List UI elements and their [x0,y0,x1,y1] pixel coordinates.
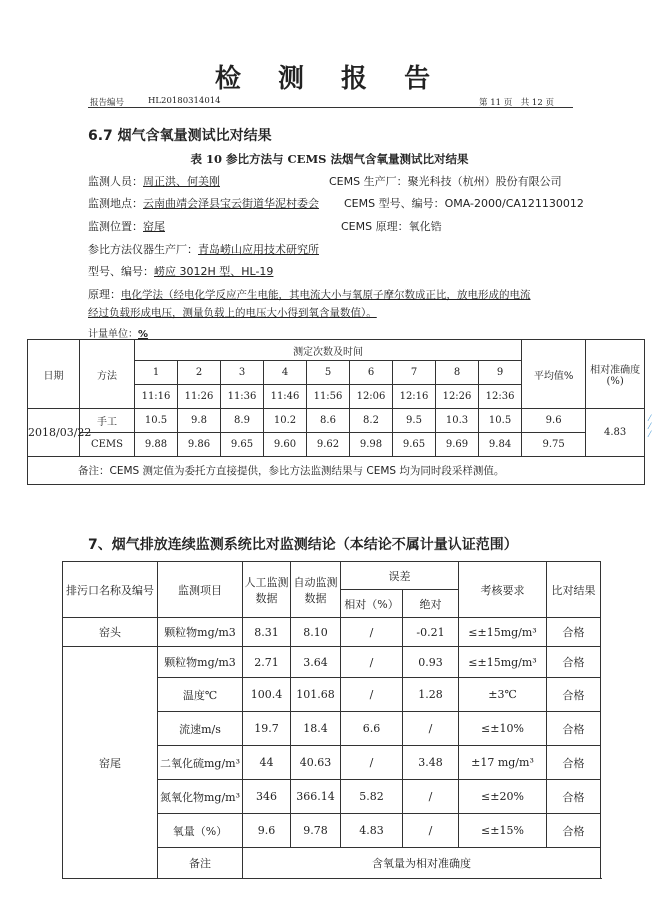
run-time: 11:26 [178,385,221,409]
relative-cell: / [341,647,403,678]
outlet-kiln-tail: 窑尾 [63,647,158,879]
ref-maker: 青岛崂山应用技术研究所 [198,243,319,256]
relative-cell: 6.6 [341,712,403,746]
sample-date: 2018/03/22 [28,409,80,457]
run-number: 1 [135,361,178,385]
ref-model-row [88,263,273,279]
value-cell: 10.5 [135,409,178,433]
manual-cell: 346 [243,780,291,814]
location-label: 监测地点： [88,197,143,210]
run-number: 9 [479,361,522,385]
relative-accuracy: 4.83 [586,409,645,457]
header-relative: 相对（%） [341,590,403,618]
run-time: 12:06 [350,385,393,409]
value-cell: 9.62 [307,433,350,457]
note-label: 备注 [158,848,243,879]
cems-model: OMA-2000/CA121130012 [444,197,584,210]
auto-cell: 40.63 [291,746,341,780]
item-cell: 颗粒物mg/m3 [158,618,243,647]
requirement-cell: ≤±15mg/m³ [459,647,547,678]
report-number: HL20180314014 [148,96,221,106]
ref-model-label: 型号、编号： [88,265,154,278]
location-row [88,195,319,211]
requirement-cell: ≤±10% [459,712,547,746]
value-cell: 9.84 [479,433,522,457]
result-cell: 合格 [547,814,601,848]
auto-cell: 9.78 [291,814,341,848]
run-number: 6 [350,361,393,385]
absolute-cell: 3.48 [403,746,459,780]
auto-cell: 3.64 [291,647,341,678]
auto-cell: 366.14 [291,780,341,814]
unit-row [88,325,148,340]
report-number-label: 报告编号 [90,98,125,108]
result-cell: 合格 [547,618,601,647]
item-cell: 温度℃ [158,678,243,712]
run-time: 11:36 [221,385,264,409]
run-time: 11:16 [135,385,178,409]
header-divider [88,107,573,108]
value-cell: 9.65 [393,433,436,457]
value-cell: 9.60 [264,433,307,457]
value-cell: 9.5 [393,409,436,433]
principle-label: 原理： [88,288,121,301]
col-date-header: 日期 [28,340,80,409]
ref-maker-label: 参比方法仪器生产厂： [88,243,198,256]
value-cell: 9.88 [135,433,178,457]
col-accuracy-header: 相对准确度(%) [586,340,645,409]
col-method-header: 方法 [80,340,135,409]
run-time: 12:36 [479,385,522,409]
header-outlet: 排污口名称及编号 [63,562,158,618]
cems-maker: 聚光科技（杭州）股份有限公司 [407,175,562,188]
run-number: 7 [393,361,436,385]
requirement-cell: ±3℃ [459,678,547,712]
principle-line-2: 经过负载形成电压，测量负载上的电压大小得到氧含量数值）。 [88,307,377,319]
requirement-cell: ±17 mg/m³ [459,746,547,780]
requirement-cell: ≤±20% [459,780,547,814]
header-item: 监测项目 [158,562,243,618]
location: 云南曲靖会泽县宝云街道华泥村委会 [143,197,319,210]
item-cell: 氧量（%） [158,814,243,848]
value-cell: 9.65 [221,433,264,457]
report-title: 检 测 报 告 [214,64,445,94]
cems-maker-row [329,173,562,189]
principle-row [88,286,531,302]
manual-cell: 44 [243,746,291,780]
section-6-7-heading: 6.7 烟气含氧量测试比对结果 [88,128,272,144]
value-cell: 9.86 [178,433,221,457]
principle-line-1: 电化学法（经电化学反应产生电能，其电流大小与氧原子摩尔数成正比，放电形成的电流 [121,289,531,301]
item-cell: 颗粒物mg/m3 [158,647,243,678]
method-manual: 手工 [80,409,135,433]
requirement-cell: ≤±15mg/m³ [459,618,547,647]
relative-cell: / [341,746,403,780]
relative-cell: 5.82 [341,780,403,814]
header-absolute: 绝对 [403,590,459,618]
header-auto: 自动监测数据 [291,562,341,618]
average-manual: 9.6 [522,409,586,433]
value-cell: 9.69 [436,433,479,457]
auto-cell: 101.68 [291,678,341,712]
page-number: 第 11 页 共 12 页 [479,98,554,108]
cems-principle-label: CEMS 原理： [341,220,409,233]
position-label: 监测位置： [88,220,143,233]
requirement-cell: ≤±15% [459,814,547,848]
cems-principle: 氧化锆 [408,220,442,233]
cems-model-row [344,195,584,211]
relative-cell: / [341,618,403,647]
run-number: 4 [264,361,307,385]
ref-model: 崂应 3012H 型、HL-19 [154,265,274,278]
auto-cell: 18.4 [291,712,341,746]
cems-model-label: CEMS 型号、编号： [344,197,445,210]
cems-conclusion-table [62,561,601,879]
item-cell: 氮氧化物mg/m³ [158,780,243,814]
absolute-cell: / [403,814,459,848]
run-number: 2 [178,361,221,385]
header-error: 误差 [341,562,459,590]
ref-maker-row [88,241,319,257]
manual-cell: 8.31 [243,618,291,647]
col-times-header: 测定次数及时间 [135,340,522,361]
result-cell: 合格 [547,746,601,780]
table-10-title: 表 10 参比方法与 CEMS 法烟气含氧量测试比对结果 [190,152,469,166]
header-result: 比对结果 [547,562,601,618]
unit-label: 计量单位： [88,329,138,340]
item-cell: 流速m/s [158,712,243,746]
table-row [63,618,601,647]
result-cell: 合格 [547,780,601,814]
manual-cell: 9.6 [243,814,291,848]
principle-line-2-row [88,305,377,320]
result-cell: 合格 [547,712,601,746]
run-time: 11:46 [264,385,307,409]
manual-cell: 19.7 [243,712,291,746]
position: 窑尾 [143,220,165,233]
value-cell: 9.8 [178,409,221,433]
auto-cell: 8.10 [291,618,341,647]
method-cems: CEMS [80,433,135,457]
run-number: 8 [436,361,479,385]
run-time: 12:26 [436,385,479,409]
absolute-cell: / [403,780,459,814]
value-cell: 8.6 [307,409,350,433]
table-note: 备注：CEMS 测定值为委托方直接提供，参比方法监测结果与 CEMS 均为同时段采样测值。 [28,457,645,485]
run-time: 11:56 [307,385,350,409]
result-cell: 合格 [547,678,601,712]
absolute-cell: 0.93 [403,647,459,678]
value-cell: 8.9 [221,409,264,433]
manual-cell: 2.71 [243,647,291,678]
relative-cell: / [341,678,403,712]
monitor-people-label: 监测人员： [88,175,143,188]
value-cell: 10.5 [479,409,522,433]
header-requirement: 考核要求 [459,562,547,618]
cems-principle-row [341,218,442,234]
absolute-cell: / [403,712,459,746]
table-row [28,433,645,457]
run-number: 3 [221,361,264,385]
edge-mark: ⁄ ⁄ ⁄ [649,414,651,439]
absolute-cell: -0.21 [403,618,459,647]
header-manual: 人工监测数据 [243,562,291,618]
manual-cell: 100.4 [243,678,291,712]
result-cell: 合格 [547,647,601,678]
unit: % [138,329,149,340]
value-cell: 10.3 [436,409,479,433]
oxygen-comparison-table [27,339,645,485]
relative-cell: 4.83 [341,814,403,848]
col-avg-header: 平均值% [522,340,586,409]
outlet-kiln-head: 窑头 [63,618,158,647]
table-row [63,647,601,678]
section-7-heading: 7、烟气排放连续监测系统比对监测结论（本结论不属计量认证范围） [88,537,518,553]
run-number: 5 [307,361,350,385]
cems-maker-label: CEMS 生产厂： [329,175,408,188]
note-text: 含氧量为相对准确度 [243,848,601,879]
absolute-cell: 1.28 [403,678,459,712]
value-cell: 8.2 [350,409,393,433]
value-cell: 9.98 [350,433,393,457]
average-cems: 9.75 [522,433,586,457]
monitor-people: 周正洪、何美刚 [143,175,220,188]
value-cell: 10.2 [264,409,307,433]
table-row [28,409,645,433]
monitor-people-row [88,173,263,189]
position-row [88,218,179,234]
item-cell: 二氧化硫mg/m³ [158,746,243,780]
run-time: 12:16 [393,385,436,409]
